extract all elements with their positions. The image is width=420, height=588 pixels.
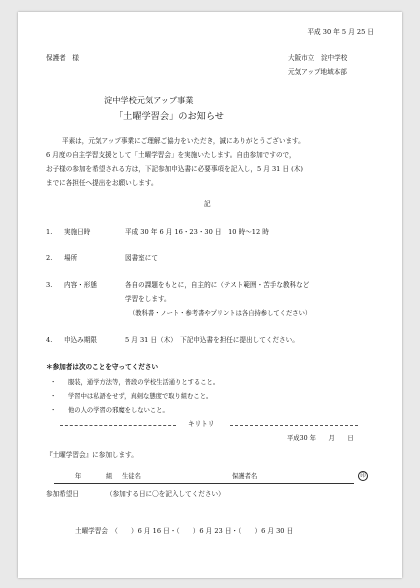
document-page xyxy=(18,12,402,578)
issue-date: 平成 30 年 5 月 25 日 xyxy=(307,28,374,36)
body-line-2: 6 月度の自主学習支援として「土曜学習会」を実施いたします。自由参加ですので， xyxy=(46,151,296,159)
grade-label: 年 xyxy=(75,473,82,480)
item-1-number: 1. xyxy=(46,228,53,236)
addressee: 保護者 様 xyxy=(46,54,79,62)
cut-label: キリトリ xyxy=(188,420,215,428)
hope-note: （参加する日に〇を記入してください） xyxy=(106,490,225,498)
rule-bullet-1: ・ xyxy=(50,379,57,386)
cut-line-right xyxy=(230,425,358,426)
class-label: 組 xyxy=(106,473,113,480)
rules-heading: ＊参加者は次のことを守ってください xyxy=(46,363,159,371)
item-1-label: 実施日時 xyxy=(64,228,91,236)
body-line-4: までに各担任へ提出をお願いします。 xyxy=(46,179,158,187)
cut-line-left xyxy=(60,425,176,426)
date-choices: 土曜学習会 （ ）6 月 16 日・（ ）6 月 23 日・（ ）6 月 30 日 xyxy=(75,527,294,535)
sender-school: 大阪市立 淀中学校 xyxy=(288,54,348,62)
item-4-number: 4. xyxy=(46,336,53,344)
item-3-note: （教科書・ノート・参考書やプリントは各自持参してください） xyxy=(129,310,312,317)
sender-org: 元気アップ地域本部 xyxy=(288,68,347,76)
ki-heading: 記 xyxy=(204,200,211,208)
student-name-label: 生徒名 xyxy=(122,473,141,480)
item-3-value-cont: 学習をします。 xyxy=(125,295,171,303)
body-line-1: 平素は，元気アップ事業にご理解ご協力をいただき，誠にありがとうございます。 xyxy=(62,137,305,145)
item-4-value: 5 月 31 日（木） 下記申込書を担任に提出してください。 xyxy=(125,336,299,344)
name-underline xyxy=(54,483,354,484)
seal-mark: 印 xyxy=(358,471,368,481)
form-intro: 『土曜学習会』に参加します。 xyxy=(46,451,138,459)
rule-line-3: 他の人の学習の邪魔をしないこと。 xyxy=(68,407,169,414)
item-2-label: 場所 xyxy=(64,254,78,262)
item-3-label: 内容・形態 xyxy=(64,281,97,289)
form-date: 平成30 年 月 日 xyxy=(287,435,354,442)
hope-label: 参加希望日 xyxy=(46,490,79,498)
item-3-number: 3. xyxy=(46,281,53,289)
item-2-value: 図書室にて xyxy=(125,254,158,262)
item-2-number: 2. xyxy=(46,254,53,262)
item-4-label: 申込み期限 xyxy=(64,336,97,344)
rule-bullet-3: ・ xyxy=(50,407,57,414)
item-1-value: 平成 30 年 6 月 16・23・30 日 10 時〜12 時 xyxy=(125,228,269,236)
title-line1: 淀中学校元気アップ事業 xyxy=(104,95,194,105)
guardian-name-label: 保護者名 xyxy=(232,473,258,480)
title-line2: 「土曜学習会」のお知らせ xyxy=(114,111,224,122)
rule-line-2: 学習中は私語をせず，真剣な態度で取り組むこと。 xyxy=(68,393,213,400)
item-3-value: 各自の課題をもとに，自主的に（テスト範囲・苦手な教科など xyxy=(125,281,310,289)
rule-bullet-2: ・ xyxy=(50,393,57,400)
rule-line-1: 服装，通学方法等，普段の学校生活通りとすること。 xyxy=(68,379,220,386)
body-line-3: お子様の参加を希望される方は，下記参加申込書に必要事項を記入し，5 月 31 日 (木) xyxy=(46,165,303,173)
